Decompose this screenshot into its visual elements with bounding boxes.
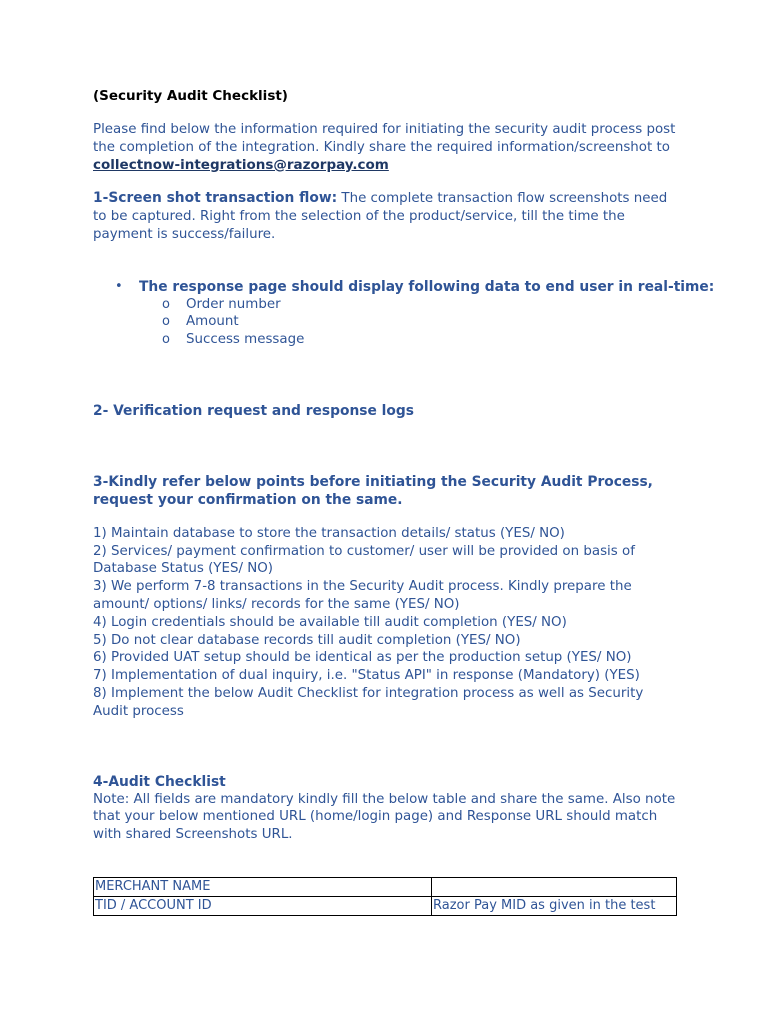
table-cell-label: MERCHANT NAME xyxy=(94,878,432,897)
bullet-marker: • xyxy=(115,278,123,294)
section4-heading: 4-Audit Checklist xyxy=(93,773,226,790)
section3-heading: 3-Kindly refer below points before initiating the Security Audit Process, request your confirmation on the same. xyxy=(93,473,653,508)
table-cell-value[interactable]: Razor Pay MID as given in the test xyxy=(432,897,677,916)
response-bullet xyxy=(93,278,715,296)
email-link[interactable]: collectnow-integrations@razorpay.com xyxy=(93,156,389,173)
point-item: 6) Provided UAT setup should be identical as per the production setup (YES/ NO) xyxy=(93,650,632,666)
section4-note: Note: All fields are mandatory kindly fill the below table and share the same. Also note that your below mentioned URL (home/login page) and Response URL should match with shared Screenshots URL. xyxy=(93,791,676,843)
section3-points xyxy=(93,525,678,721)
sub-item-text: Amount xyxy=(186,314,239,330)
intro-text: Please find below the information required for initiating the security audit process post the completion of the integration. Kindly share the required information/screenshot to xyxy=(93,122,676,155)
document-page xyxy=(93,86,715,916)
table-cell-value[interactable] xyxy=(432,878,677,897)
table-row xyxy=(94,897,677,916)
point-item: 3) We perform 7-8 transactions in the Security Audit process. Kindly prepare the amount/ options/ links/ records for the same (YES/ NO) xyxy=(93,579,632,613)
point-item: 8) Implement the below Audit Checklist for integration process as well as Security Audit process xyxy=(93,686,644,719)
sub-item-success-message xyxy=(93,331,678,349)
sub-marker: o xyxy=(162,296,170,312)
point-item: 4) Login credentials should be available till audit completion (YES/ NO) xyxy=(93,614,567,630)
sub-marker: o xyxy=(162,314,170,330)
sub-item-order-number xyxy=(93,296,678,314)
section1-heading: 1-Screen shot transaction flow: xyxy=(93,190,338,207)
section1-paragraph xyxy=(93,190,678,243)
bullet-text: The response page should display following data to end user in real-time: xyxy=(139,278,715,295)
document-title: (Security Audit Checklist) xyxy=(93,88,288,104)
table-cell-label: TID / ACCOUNT ID xyxy=(94,897,432,916)
section1-body: The complete transaction flow screenshots need to be captured. Right from the selection of the product/service, till the time the payment is success/failure. xyxy=(93,191,668,242)
point-item: 1) Maintain database to store the transaction details/ status (YES/ NO) xyxy=(93,525,565,541)
point-item: 5) Do not clear database records till audit completion (YES/ NO) xyxy=(93,632,521,648)
point-item: 2) Services/ payment confirmation to customer/ user will be provided on basis of Database Status (YES/ NO) xyxy=(93,543,635,577)
sub-item-amount xyxy=(93,313,678,331)
audit-table xyxy=(93,877,677,916)
point-item: 7) Implementation of dual inquiry, i.e. "Status API" in response (Mandatory) (YES) xyxy=(93,668,640,684)
sub-marker: o xyxy=(162,332,170,348)
table-row xyxy=(94,878,677,897)
intro-paragraph xyxy=(93,121,678,174)
sub-item-text: Order number xyxy=(186,296,281,312)
sub-item-text: Success message xyxy=(186,332,305,348)
section2-heading: 2- Verification request and response logs xyxy=(93,402,414,419)
